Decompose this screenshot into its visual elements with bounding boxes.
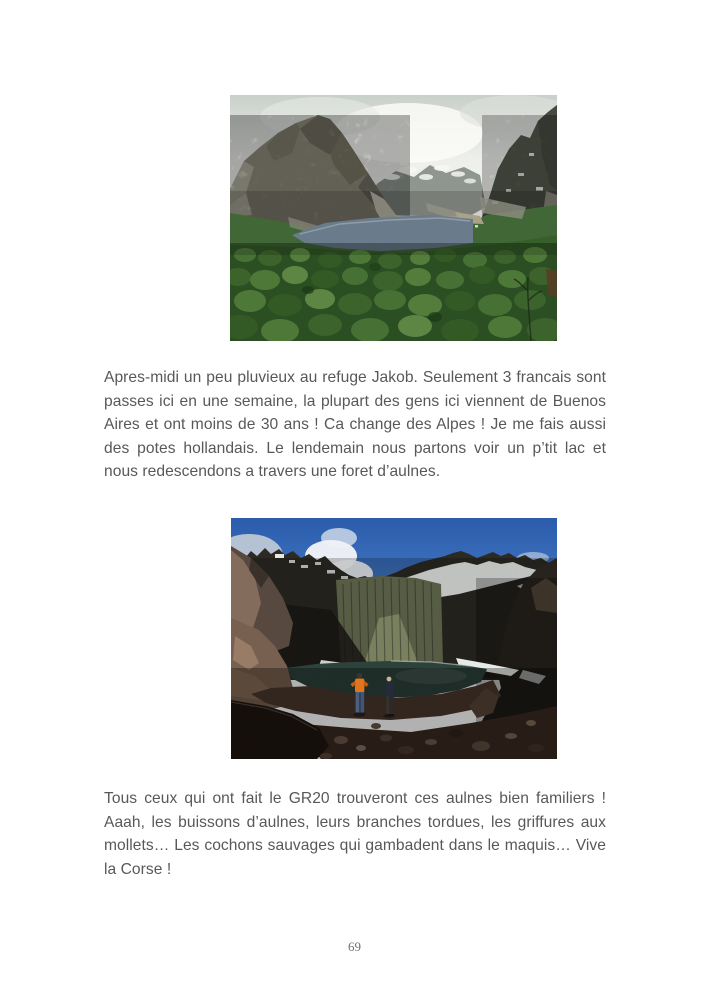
page-number: 69 <box>348 939 361 954</box>
foreground-shrub-forest <box>230 191 557 341</box>
photo-cirque-lake-hikers <box>231 518 557 759</box>
paragraph-refuge-jakob: Apres-midi un peu pluvieux au refuge Jakob. Seulement 3 francais sont passes ici en une semaine, la plupart des gens ici viennent de Buenos Aires et ont moins de 30 ans ! Ca change des Alpes ! Je me fais aussi des potes hollandais. Le lendemain nous partons voir un p’tit lac et nous redescendons a travers une foret d’aulnes. <box>104 369 606 480</box>
paragraph-gr20-aulnes: Tous ceux qui ont fait le GR20 trouveront ces aulnes bien familiers ! Aaah, les buissons d’aulnes, leurs branches tordues, les griffures aux mollets… Les cochons sauvages qui gambadent dans le maquis… Vive la Corse ! <box>104 790 606 878</box>
photo-mountain-lake-valley <box>230 95 557 341</box>
